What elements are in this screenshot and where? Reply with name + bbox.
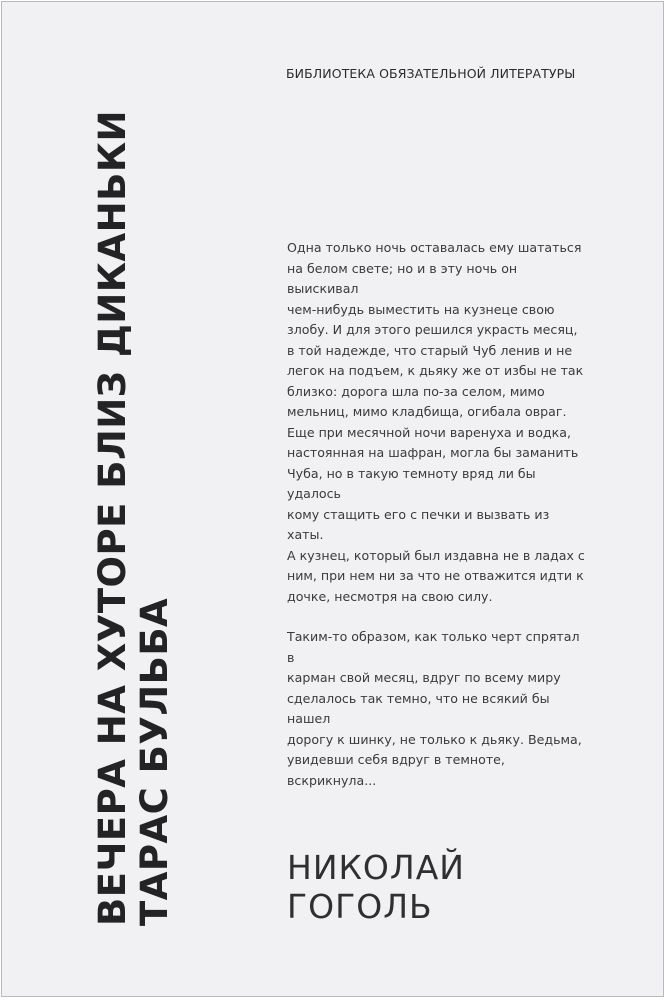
book-cover	[1, 1, 664, 997]
book-title	[92, 66, 176, 926]
series-label: БИБЛИОТЕКА ОБЯЗАТЕЛЬНОЙ ЛИТЕРАТУРЫ	[286, 66, 576, 81]
author-name	[287, 848, 465, 926]
excerpt-text	[287, 238, 587, 791]
excerpt-paragraph-2: Таким-то образом, как только черт спрятал в карман свой месяц, вдруг по всему миру сделалось так темно, что не всякий бы нашел дорогу к шинку, не только к дьяку. Ведьма, увидевши себя вдруг в темноте, вскрикнула...	[287, 629, 582, 788]
excerpt-paragraph-1: Одна только ночь оставалась ему шататься на белом свете; но и в эту ночь он выискивал чем-нибудь выместить на кузнеце свою злобу. И для этого решился украсть месяц, в той надежде, что старый Чуб ленив и не легок на подъем, к дьяку же от избы не так близко: дорога шла по-за селом, мимо мельниц, мимо кладбища, огибала овраг. Еще при месячной ночи варенуха и водка, настоянная на шафран, могла бы заманить Чуба, но в такую темноту вряд ли бы удалось кому стащить его с печки и вызвать из хаты. А кузнец, который был издавна не в ладах с ним, при нем ни за что не отважится идти к дочке, несмотря на свою силу.	[287, 240, 585, 604]
title-line-2: ТАРАС БУЛЬБА	[133, 597, 176, 926]
author-last-name: ГОГОЛЬ	[287, 887, 433, 926]
author-first-name: НИКОЛАЙ	[287, 848, 465, 887]
title-line-1: ВЕЧЕРА НА ХУТОРЕ БЛИЗ ДИКАНЬКИ	[91, 109, 134, 926]
